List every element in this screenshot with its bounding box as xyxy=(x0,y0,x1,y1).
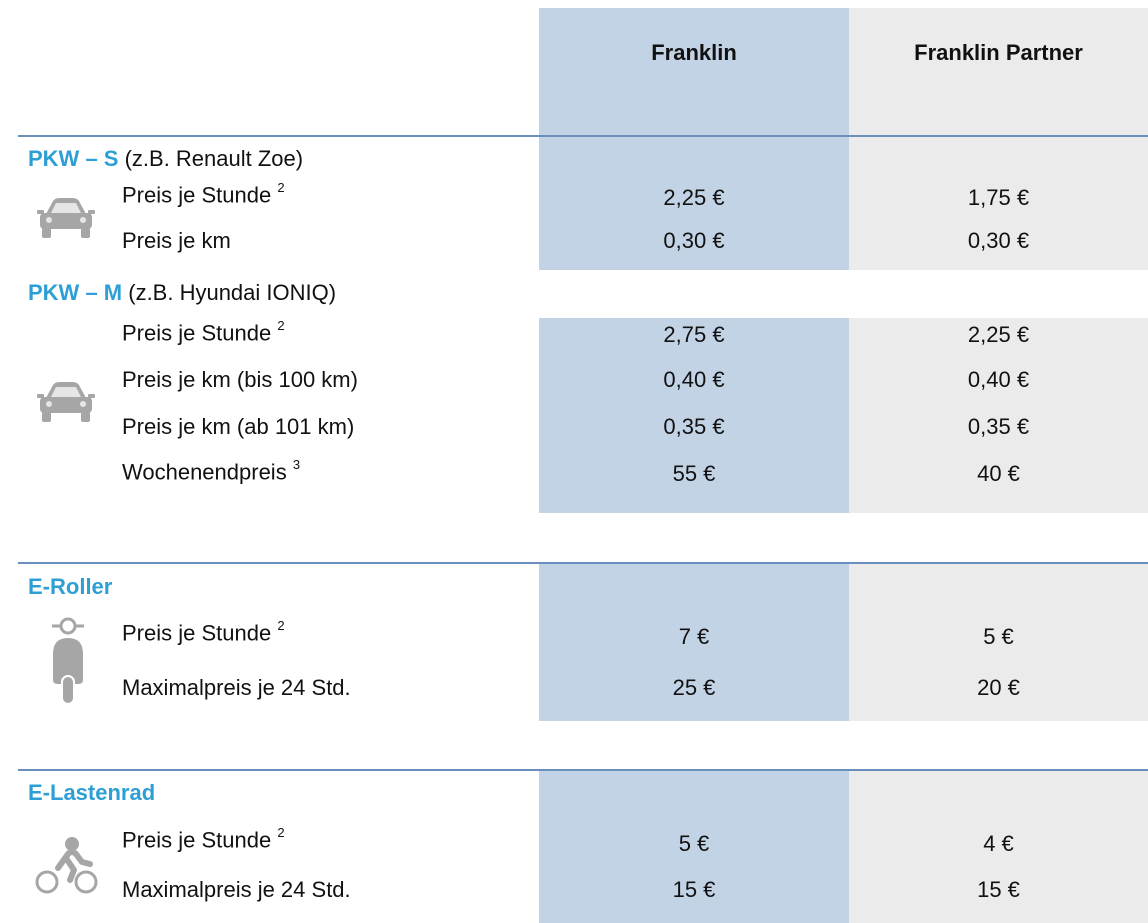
section-title-pkw-m xyxy=(28,280,336,306)
partner-price: 5 € xyxy=(983,624,1014,649)
row-label: Wochenendpreis $^3$ xyxy=(122,457,301,485)
section-divider xyxy=(18,135,1148,137)
partner-price: 15 € xyxy=(977,877,1020,902)
partner-price: 20 € xyxy=(977,675,1020,700)
section-title-e-roller xyxy=(28,574,112,600)
partner-price: 0,40 € xyxy=(967,367,1030,392)
franklin-price: 5 € xyxy=(678,831,710,856)
partner-price: 40 € xyxy=(977,461,1020,486)
scooter-icon xyxy=(48,614,88,706)
header-franklin: Franklin xyxy=(651,40,737,65)
section-title-bold: PKW – S xyxy=(28,146,119,171)
section-divider xyxy=(18,562,1148,564)
row-label: Preis je Stunde $^2$ xyxy=(122,318,285,346)
franklin-price: 2,25 € xyxy=(663,185,725,210)
section-title-pkw-s xyxy=(28,146,303,172)
partner-price: 0,30 € xyxy=(967,228,1030,253)
partner-price: 2,25 € xyxy=(967,322,1030,347)
partner-price: 0,35 € xyxy=(967,414,1030,439)
franklin-price: 0,40 € xyxy=(663,367,725,392)
section-divider xyxy=(18,769,1148,771)
franklin-price: 15 € xyxy=(672,877,716,902)
franklin-price: 25 € xyxy=(672,675,716,700)
franklin-price: 2,75 € xyxy=(663,322,725,347)
header-franklin-partner: Franklin Partner xyxy=(914,40,1083,65)
section-title-rest: (z.B. Renault Zoe) xyxy=(118,146,304,171)
franklin-price: 55 € xyxy=(672,461,716,486)
row-label: Preis je Stunde $^2$ xyxy=(122,180,285,208)
franklin-price: 7 € xyxy=(678,624,710,649)
car-icon xyxy=(36,196,96,240)
row-label: Preis je km xyxy=(122,228,231,253)
row-label: Preis je km (bis 100 km) xyxy=(122,367,358,392)
row-label: Preis je Stunde $^2$ xyxy=(122,825,285,853)
partner-price: 4 € xyxy=(983,831,1014,856)
row-label: Preis je km (ab 101 km) xyxy=(122,414,355,439)
section-title-bold: E-Roller xyxy=(28,574,113,599)
franklin-price: 0,30 € xyxy=(663,228,725,253)
cargo-bike-icon xyxy=(34,836,100,896)
row-label: Maximalpreis je 24 Std. xyxy=(122,877,351,902)
car-icon xyxy=(36,380,96,424)
section-title-bold: E-Lastenrad xyxy=(28,780,156,805)
row-label: Maximalpreis je 24 Std. xyxy=(122,675,351,700)
partner-price: 1,75 € xyxy=(967,185,1030,210)
section-title-e-lastenrad xyxy=(28,780,155,806)
section-title-bold: PKW – M xyxy=(28,280,123,305)
franklin-price: 0,35 € xyxy=(663,414,725,439)
section-title-rest: (z.B. Hyundai IONIQ) xyxy=(122,280,337,305)
row-label: Preis je Stunde $^2$ xyxy=(122,618,285,646)
